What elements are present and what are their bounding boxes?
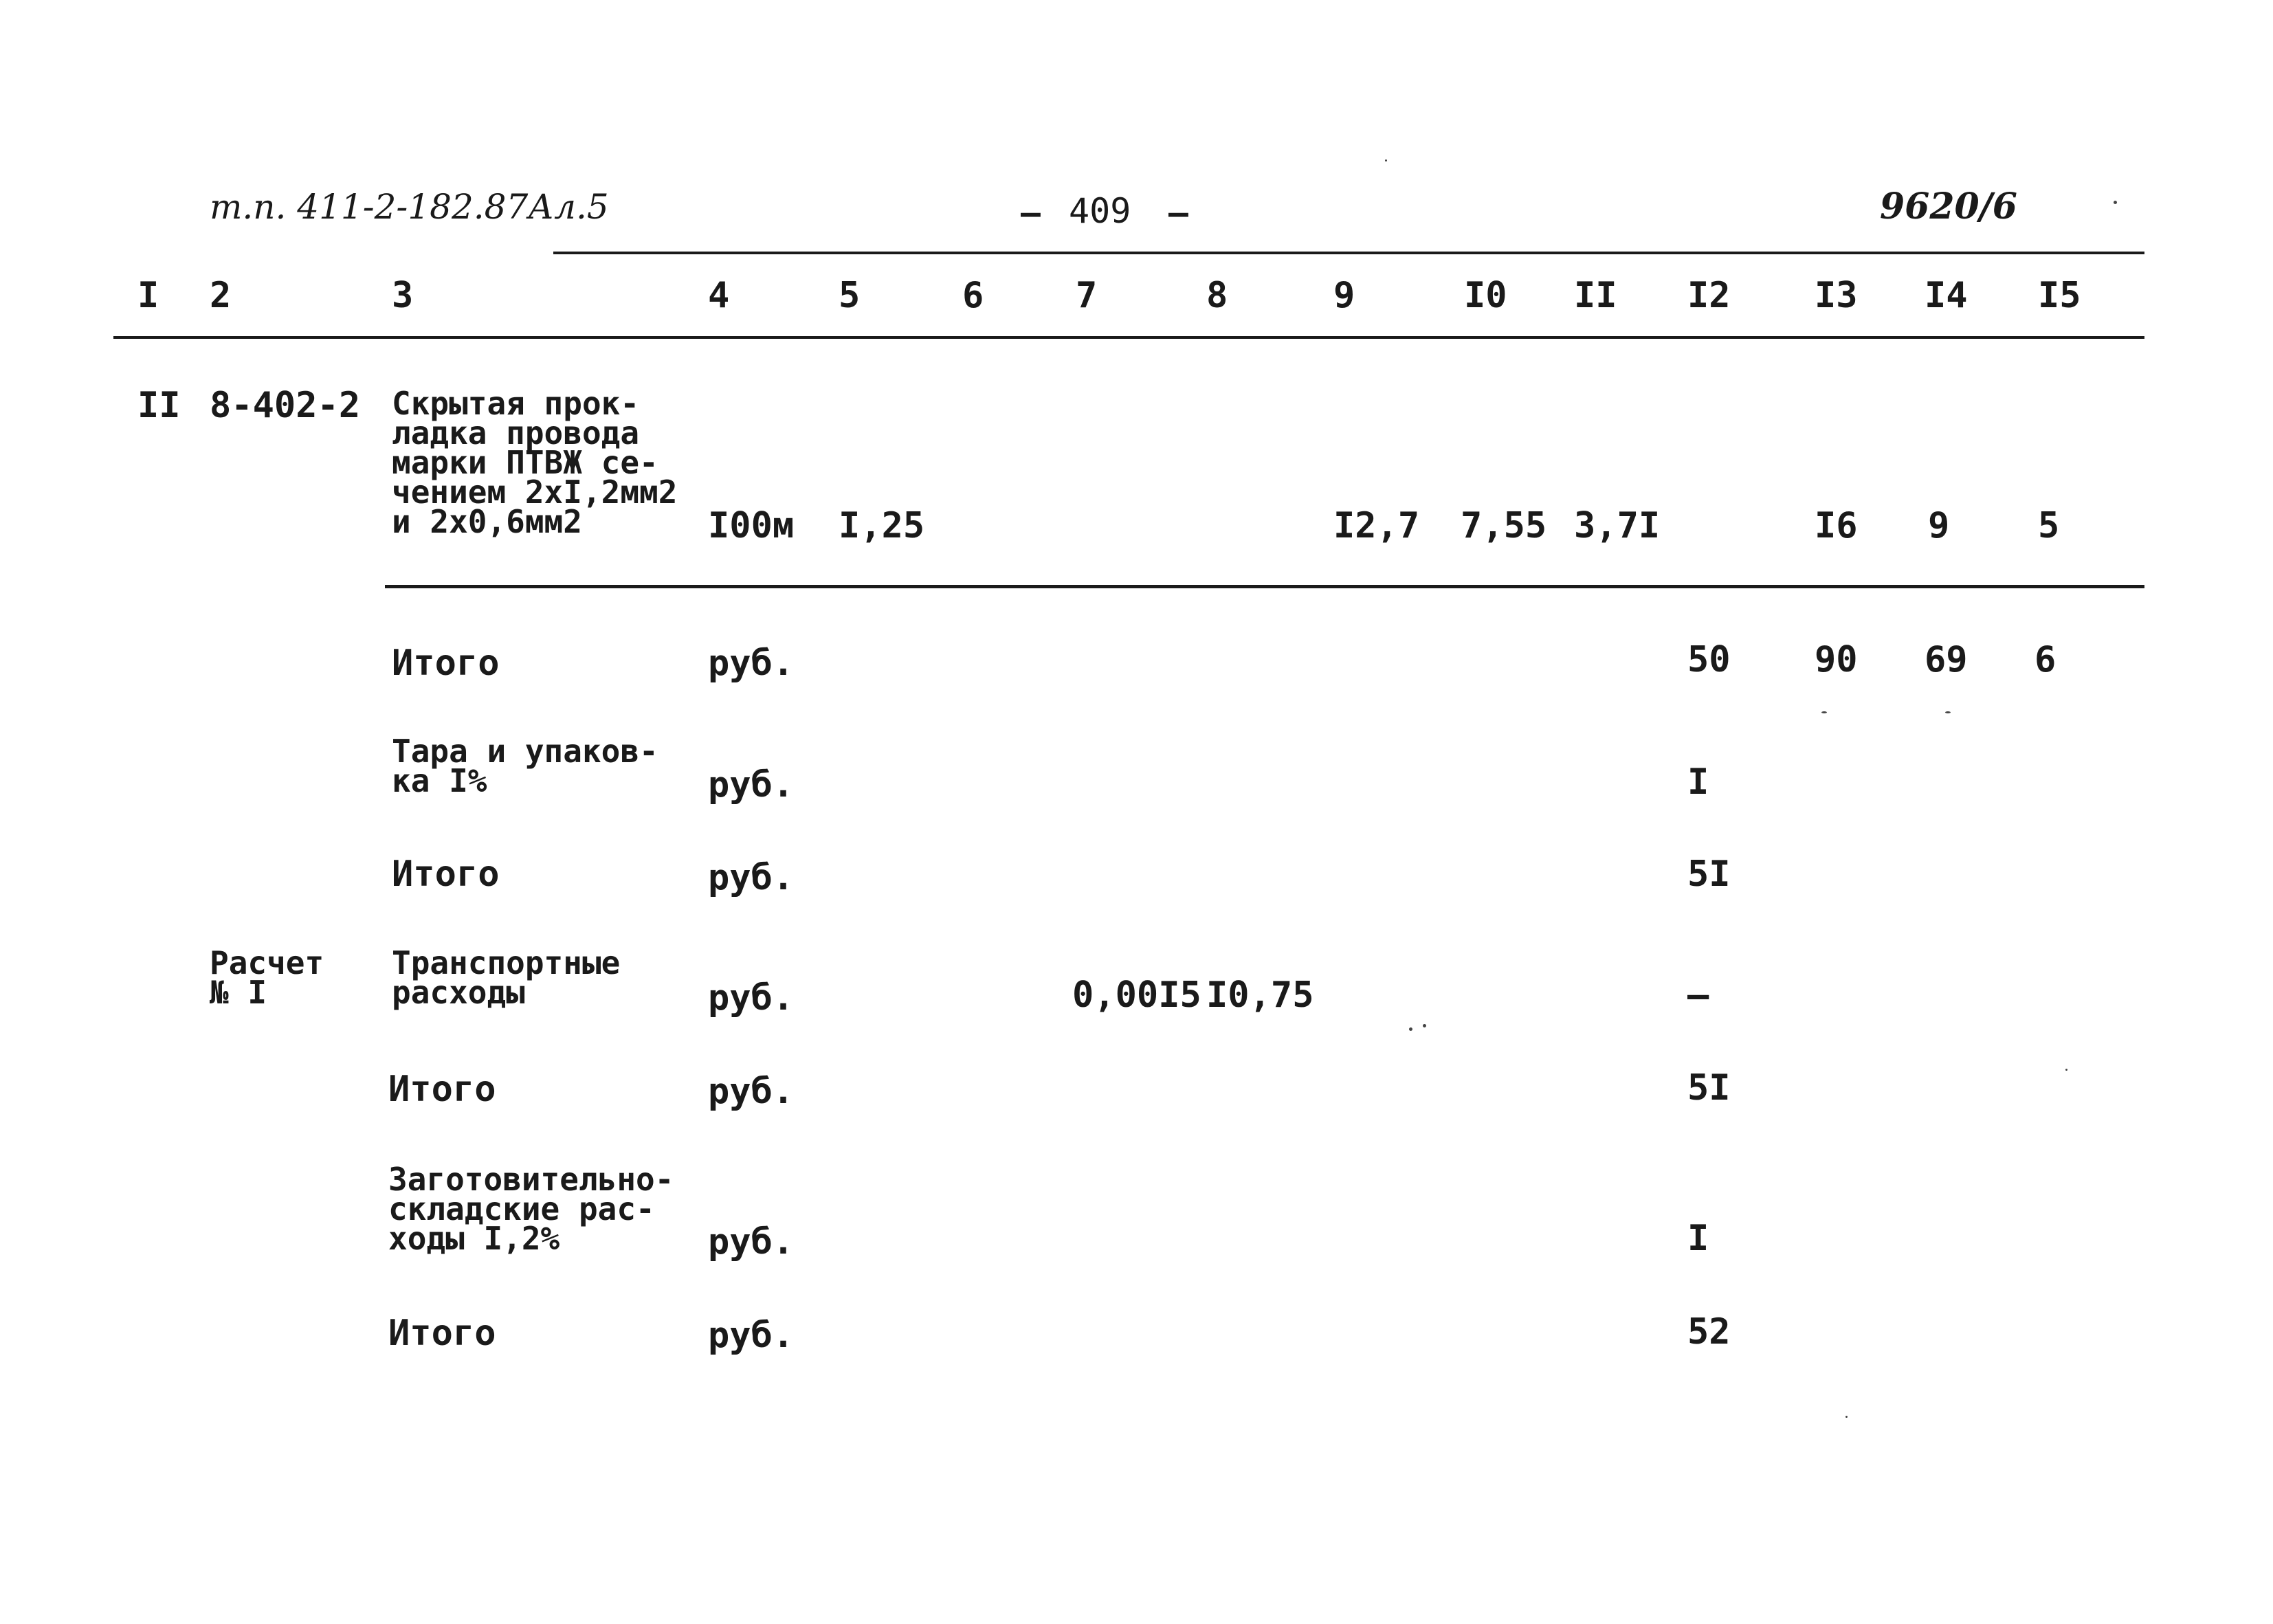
item-position: II [137,385,181,426]
column-header-7: 7 [1076,275,1098,316]
summary-reference: Расчет № I [210,944,324,1011]
header-bottom-rule [113,336,2144,339]
summary-col-13: 90 [1815,639,1858,680]
item-total-rule [385,585,2144,588]
summary-col-12: – [1687,975,1709,1016]
item-col-10: 7,55 [1461,505,1547,546]
summary-label: Итого [392,643,500,684]
column-header-13: I3 [1815,275,1858,316]
summary-label: Тара и упаков- ка I% [392,733,658,799]
page-number-dash-left: – [1021,194,1041,232]
item-code: 8-402-2 [210,385,361,426]
item-col-15: 5 [2038,505,2060,546]
summary-col-12: I [1687,1218,1709,1259]
summary-label: Итого [392,854,500,895]
summary-unit: руб. [708,1315,795,1356]
summary-col-12: I [1687,761,1709,803]
document-reference: т.п. 411-2-182.87Ал.5 [210,187,609,227]
column-header-5: 5 [839,275,861,316]
header-top-rule [553,252,2144,254]
column-header-14: I4 [1925,275,1968,316]
column-header-4: 4 [708,275,730,316]
summary-unit: руб. [708,643,795,684]
summary-unit: руб. [708,1221,795,1263]
summary-col-8: I0,75 [1206,975,1314,1016]
page-number-dash-right: – [1168,194,1188,232]
column-header-15: I5 [2038,275,2081,316]
column-header-1: I [137,275,159,316]
summary-col-12: 50 [1687,639,1731,680]
summary-label: Транспортные расходы [392,944,621,1011]
column-header-2: 2 [210,275,232,316]
item-quantity: I,25 [839,505,925,546]
column-header-10: I0 [1464,275,1507,316]
item-col-14: 9 [1928,505,1950,546]
summary-label: Итого [388,1069,496,1110]
summary-col-12: 5I [1687,854,1731,895]
item-description: Скрытая прок- ладка провода марки ПТВЖ се- чением 2хI,2мм2 и 2х0,6мм2 [392,385,678,540]
column-header-3: 3 [392,275,414,316]
item-unit: I00м [708,505,795,546]
summary-col-7: 0,00I5 [1072,975,1201,1016]
column-header-11: II [1574,275,1617,316]
column-header-6: 6 [962,275,984,316]
summary-unit: руб. [708,764,795,805]
summary-col-15: 6 [2034,639,2056,680]
summary-unit: руб. [708,1071,795,1112]
column-header-8: 8 [1206,275,1228,316]
summary-label: Заготовительно- складские рас- ходы I,2% [388,1161,674,1257]
summary-col-12: 5I [1687,1067,1731,1109]
item-col-11: 3,7I [1574,505,1661,546]
summary-col-12: 52 [1687,1311,1731,1353]
column-header-9: 9 [1333,275,1355,316]
item-col-9: I2,7 [1333,505,1420,546]
summary-label: Итого [388,1313,496,1354]
item-col-13: I6 [1815,505,1858,546]
summary-unit: руб. [708,977,795,1019]
page-number: 409 [1069,191,1131,231]
summary-unit: руб. [708,857,795,898]
column-header-12: I2 [1687,275,1731,316]
summary-col-14: 69 [1925,639,1968,680]
inventory-number: 9620/6 [1880,186,2017,227]
